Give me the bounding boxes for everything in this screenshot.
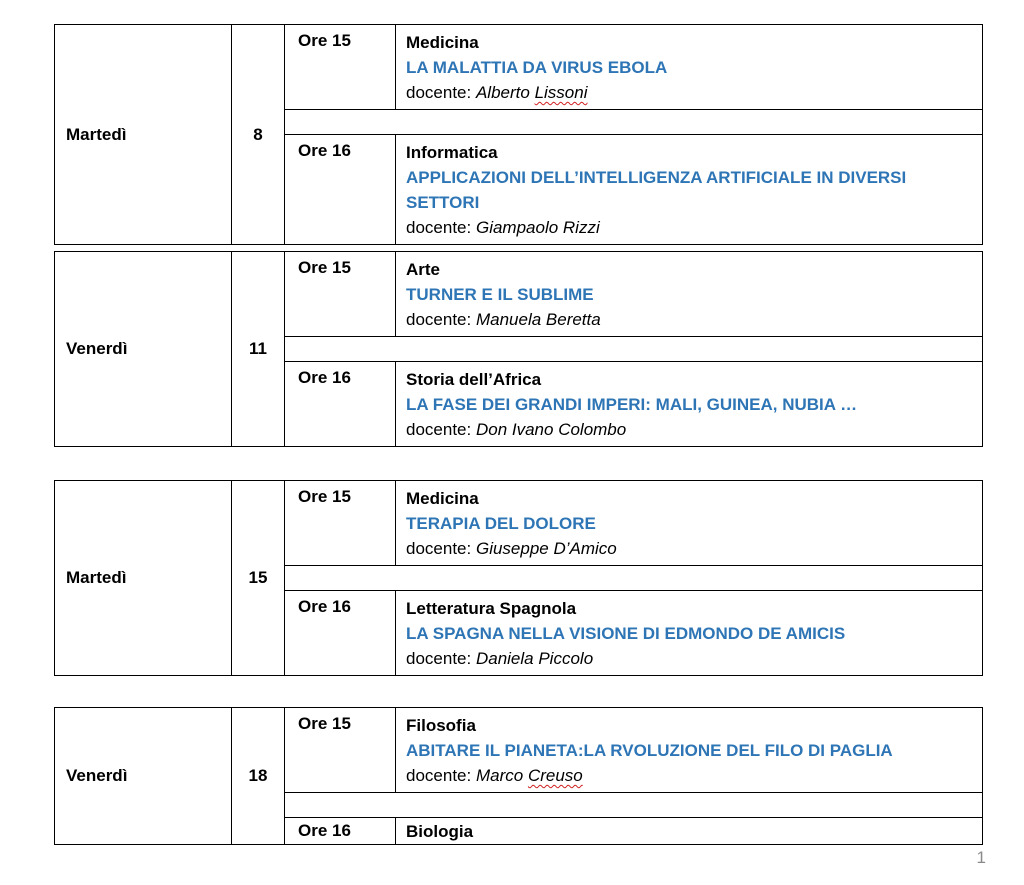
lecture-title: TURNER E IL SUBLIME xyxy=(406,285,594,304)
day-cell: Venerdì xyxy=(55,708,232,845)
teacher-name: Manuela Beretta xyxy=(475,310,601,329)
session-info xyxy=(396,25,983,110)
teacher-line xyxy=(406,80,982,105)
lecture-title: TERAPIA DEL DOLORE xyxy=(406,514,596,533)
teacher-name: Daniela Piccolo xyxy=(475,649,594,668)
schedule-block xyxy=(54,707,983,845)
lecture-title: ABITARE IL PIANETA:LA RVOLUZIONE DEL FILO DI PAGLIA xyxy=(406,741,893,760)
subject: Medicina xyxy=(406,489,479,508)
time-cell: Ore 15 xyxy=(285,708,396,793)
teacher-name: Giampaolo Rizzi xyxy=(475,218,600,237)
teacher-line xyxy=(406,417,982,442)
teacher-line xyxy=(406,307,982,332)
session-info xyxy=(396,252,983,337)
lecture-title: APPLICAZIONI DELL’INTELLIGENZA ARTIFICIALE IN DIVERSI SETTORI xyxy=(406,168,907,212)
subject: Medicina xyxy=(406,33,479,52)
schedule-block xyxy=(54,251,983,447)
spacer-row xyxy=(285,793,983,818)
lecture-title: LA FASE DEI GRANDI IMPERI: MALI, GUINEA, NUBIA … xyxy=(406,395,858,414)
teacher-last-name: Lissoni xyxy=(534,83,588,102)
time-cell: Ore 15 xyxy=(285,481,396,566)
day-cell: Martedì xyxy=(55,481,232,676)
teacher-last-name: Creuso xyxy=(527,766,583,785)
spacer-row xyxy=(285,110,983,135)
teacher-first-name: Alberto xyxy=(475,83,530,102)
date-cell: 15 xyxy=(232,481,285,676)
docente-label: docente: xyxy=(406,83,472,102)
subject: Informatica xyxy=(406,143,498,162)
time-cell: Ore 15 xyxy=(285,252,396,337)
subject: Biologia xyxy=(406,822,474,841)
session-info xyxy=(396,481,983,566)
time-cell: Ore 15 xyxy=(285,25,396,110)
subject: Filosofia xyxy=(406,716,476,735)
lecture-title: LA SPAGNA NELLA VISIONE DI EDMONDO DE AMICIS xyxy=(406,624,846,643)
day-cell: Venerdì xyxy=(55,252,232,447)
date-cell: 11 xyxy=(232,252,285,447)
teacher-line xyxy=(406,215,982,240)
subject: Letteratura Spagnola xyxy=(406,599,577,618)
day-cell: Martedì xyxy=(55,25,232,245)
subject: Storia dell’Africa xyxy=(406,370,542,389)
session-info xyxy=(396,135,983,245)
time-cell: Ore 16 xyxy=(285,591,396,676)
time-cell: Ore 16 xyxy=(285,818,396,845)
page-number: 1 xyxy=(976,848,986,867)
teacher-line xyxy=(406,763,982,788)
docente-label: docente: xyxy=(406,539,472,558)
session-info xyxy=(396,362,983,447)
time-cell: Ore 16 xyxy=(285,135,396,245)
teacher-name xyxy=(476,766,583,785)
docente-label: docente: xyxy=(406,310,472,329)
docente-label: docente: xyxy=(406,420,472,439)
docente-label: docente: xyxy=(406,766,472,785)
spacer-row xyxy=(285,566,983,591)
schedule-block xyxy=(54,480,983,676)
docente-label: docente: xyxy=(406,218,472,237)
subject: Arte xyxy=(406,260,441,279)
teacher-line xyxy=(406,646,982,671)
session-info xyxy=(396,591,983,676)
docente-label: docente: xyxy=(406,649,472,668)
spacer-row xyxy=(285,337,983,362)
lecture-title: LA MALATTIA DA VIRUS EBOLA xyxy=(406,58,668,77)
schedule-block xyxy=(54,24,983,245)
teacher-name xyxy=(476,83,588,102)
session-info xyxy=(396,708,983,793)
date-cell: 18 xyxy=(232,708,285,845)
session-info xyxy=(396,818,983,845)
teacher-line xyxy=(406,536,982,561)
teacher-name: Giuseppe D’Amico xyxy=(475,539,617,558)
teacher-name: Don Ivano Colombo xyxy=(475,420,627,439)
teacher-first-name: Marco xyxy=(475,766,524,785)
time-cell: Ore 16 xyxy=(285,362,396,447)
date-cell: 8 xyxy=(232,25,285,245)
